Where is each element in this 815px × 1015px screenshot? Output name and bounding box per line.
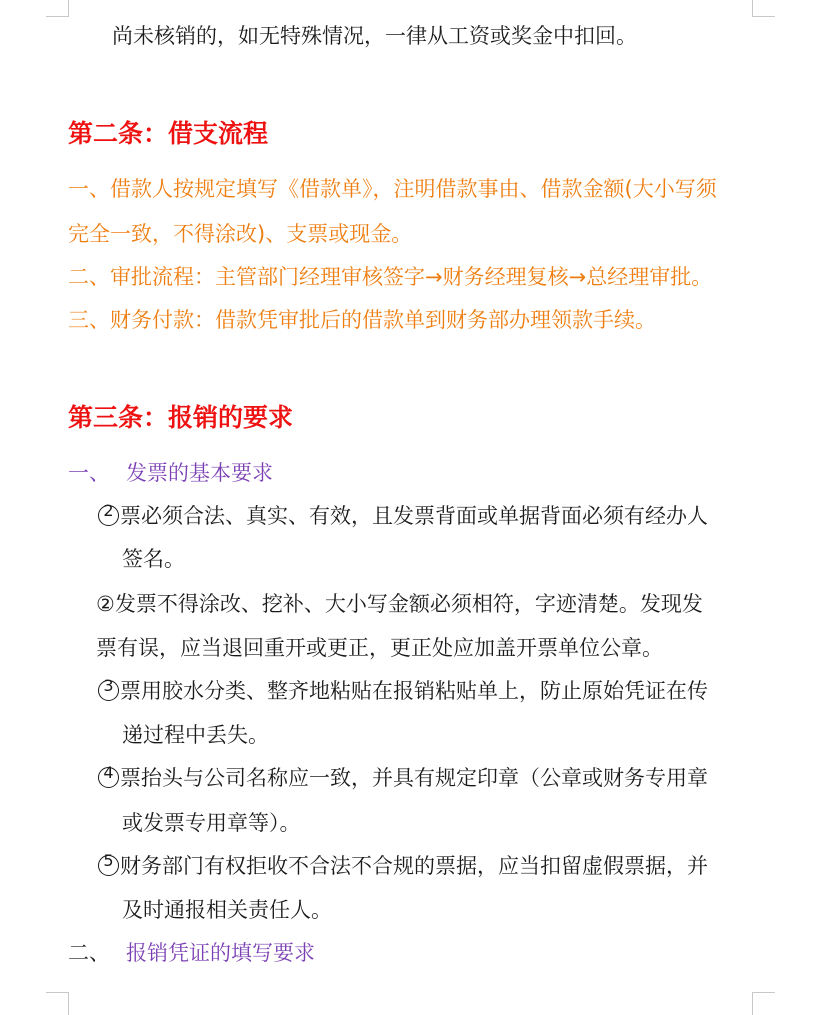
subsection-2-marker: 二、: [68, 941, 110, 965]
section-2-item-1-line-2: 完全一致，不得涂改)、支票或现金。: [68, 222, 413, 246]
rule-5-line-1: 5 财务部门有权拒收不合法不合规的票据，应当扣留虚假票据，并: [98, 851, 708, 881]
section-2-item-2: 二、审批流程：主管部门经理审核签字→财务经理复核→总经理审批。: [68, 265, 713, 289]
rule-3-line-1: 3 票用胶水分类、整齐地粘贴在报销粘贴单上，防止原始凭证在传: [98, 676, 708, 706]
continuation-text: 尚未核销的，如无特殊情况，一律从工资或奖金中扣回。: [112, 24, 637, 48]
rule-1-line-2: 签名。: [122, 547, 185, 571]
rule-1-line-1: 2 票必须合法、真实、有效，且发票背面或单据背面必须有经办人: [98, 501, 708, 531]
page-corner-mark-top-right: [752, 0, 775, 17]
section-3-heading: 第三条：报销的要求: [68, 403, 294, 432]
rule-4-line-2: 或发票专用章等）。: [122, 811, 301, 835]
subsection-1-marker: 一、: [68, 461, 110, 485]
page-corner-mark-top-left: [46, 0, 69, 17]
circled-number-marker: 5: [98, 855, 119, 876]
circled-number-marker: 3: [98, 680, 119, 701]
rule-3-line-2: 递过程中丢失。: [122, 723, 269, 747]
rule-4-line-1: 4 票抬头与公司名称应一致，并具有规定印章（公章或财务专用章: [98, 763, 708, 793]
section-2-item-1-line-1: 一、借款人按规定填写《借款单》，注明借款事由、借款金额(大小写须: [68, 177, 717, 201]
rule-2-line-1: ②发票不得涂改、挖补、大小写金额必须相符，字迹清楚。发现发: [96, 592, 703, 616]
circled-number-marker: ②: [96, 592, 115, 616]
rule-5-line-2: 及时通报相关责任人。: [122, 898, 332, 922]
subsection-2-title: 报销凭证的填写要求: [126, 941, 315, 965]
page-corner-mark-bottom-left: [46, 992, 69, 1015]
rule-2-line-2: 票有误，应当退回重开或更正，更正处应加盖开票单位公章。: [96, 636, 663, 660]
page-corner-mark-bottom-right: [752, 992, 775, 1015]
section-2-heading: 第二条：借支流程: [68, 119, 269, 148]
circled-number-marker: 4: [98, 767, 119, 788]
circled-number-marker: 2: [98, 505, 119, 526]
section-2-item-3: 三、财务付款：借款凭审批后的借款单到财务部办理领款手续。: [68, 308, 656, 332]
subsection-1-title: 发票的基本要求: [126, 461, 273, 485]
